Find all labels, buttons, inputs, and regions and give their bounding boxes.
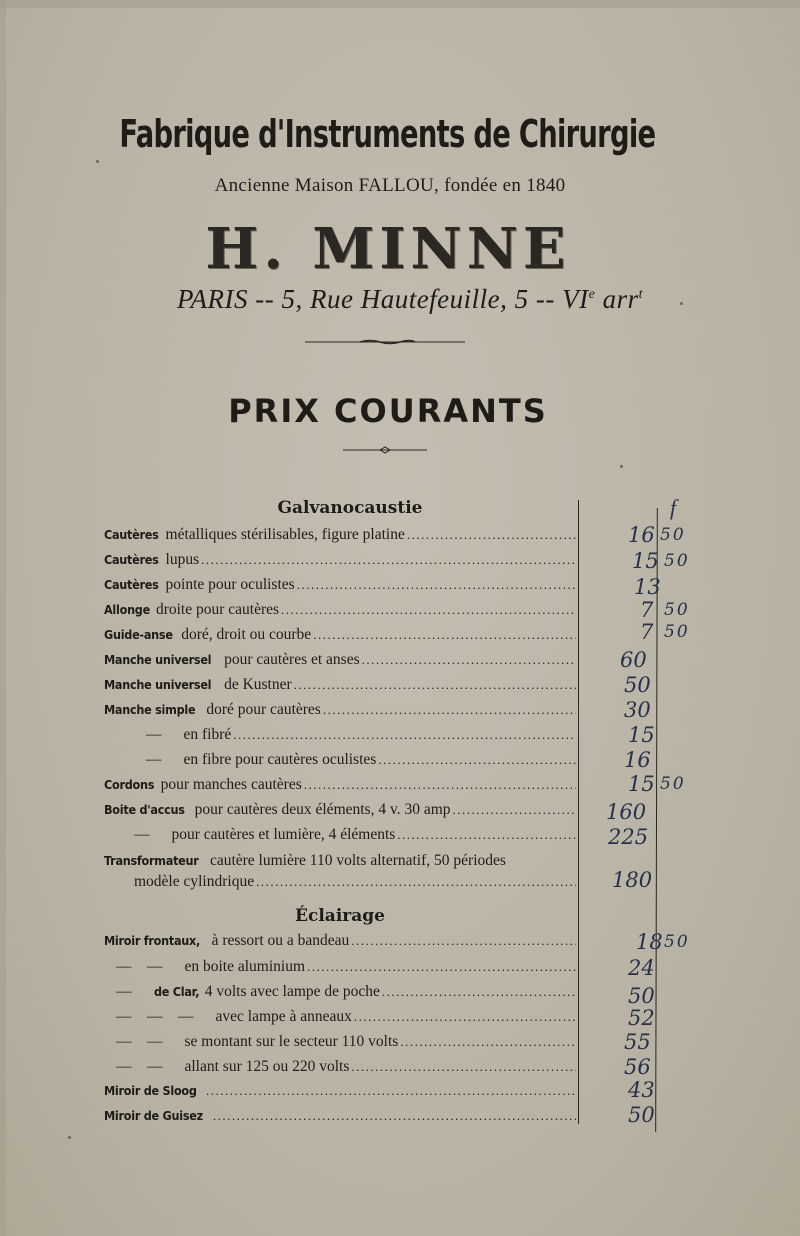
handwritten-price: 225 — [608, 825, 649, 849]
leader-dots — [323, 702, 576, 718]
leader-dots — [382, 984, 576, 1000]
item-description: doré pour cautères — [202, 701, 321, 718]
item-description: avec lampe à anneaux — [215, 1008, 352, 1025]
item-description: modèle cylindrique — [134, 873, 255, 890]
item-name-bold: Transformateur — [104, 853, 199, 868]
leader-dots — [400, 1034, 576, 1050]
handwritten-price: 15 — [632, 549, 659, 573]
item-name-bold: Manche universel — [104, 677, 212, 692]
leader-dots — [378, 752, 576, 768]
list-item — [104, 701, 576, 723]
item-description: se montant sur le secteur 110 volts — [184, 1033, 399, 1050]
item-description: droite pour cautères — [152, 601, 280, 618]
leader-dots — [453, 802, 576, 818]
ditto-mark: — — [146, 726, 162, 743]
address-arr: arr — [595, 284, 639, 314]
ditto-mark: — — [116, 983, 132, 1000]
item-description: en fibré — [183, 726, 232, 743]
item-description: métalliques stérilisables, figure platine — [161, 526, 405, 543]
handwritten-price: 60 — [620, 648, 647, 672]
handwritten-price: 160 — [606, 800, 647, 824]
list-item — [104, 1083, 576, 1105]
firm-address — [10, 284, 800, 315]
list-item — [104, 932, 576, 954]
ditto-mark: — — — — [116, 1008, 194, 1025]
small-ornament-icon — [343, 446, 427, 454]
handwritten-cents: 50 — [660, 525, 686, 545]
francs-mark: f — [670, 495, 677, 520]
handwritten-price: 18 — [636, 930, 663, 954]
item-description: en boite aluminium — [184, 958, 306, 975]
handwritten-cents: 50 — [664, 932, 690, 952]
leader-dots — [407, 527, 576, 543]
list-item — [104, 852, 576, 874]
item-description: pointe pour oculistes — [161, 576, 295, 593]
handwritten-price: 52 — [628, 1006, 655, 1030]
item-description: à ressort ou a bandeau — [207, 932, 350, 949]
leader-dots — [304, 777, 576, 793]
column-rule-right — [655, 508, 658, 1132]
list-item — [104, 676, 576, 698]
handwritten-price: 180 — [612, 868, 653, 892]
leader-dots — [281, 602, 576, 618]
handwritten-price: 55 — [624, 1030, 651, 1054]
paper-speck — [96, 160, 99, 163]
item-description: de Kustner — [220, 676, 292, 693]
paper-speck — [680, 302, 683, 305]
column-rule-left — [578, 500, 579, 1124]
list-item — [104, 776, 576, 798]
item-name-bold: Guide-anse — [104, 627, 173, 642]
leader-dots — [351, 933, 576, 949]
handwritten-price: 43 — [628, 1078, 655, 1102]
list-item — [104, 576, 576, 598]
item-description: pour cautères et anses — [220, 651, 360, 668]
list-item — [104, 1108, 576, 1130]
item-description: doré, droit ou courbe — [177, 626, 312, 643]
document-subtitle: Ancienne Maison FALLOU, fondée en 1840 — [214, 175, 566, 196]
list-item — [146, 751, 576, 773]
list-item — [116, 983, 576, 1005]
item-description: 4 volts avec lampe de poche — [200, 983, 380, 1000]
price-list-heading: PRIX COURANTS — [228, 392, 548, 430]
leader-dots — [313, 627, 576, 643]
list-item — [134, 826, 576, 848]
handwritten-price: 30 — [624, 698, 651, 722]
ornament-divider-icon — [305, 339, 465, 345]
section-title-galvanocaustie: Galvanocaustie — [277, 498, 423, 518]
list-item — [104, 626, 576, 648]
item-name-bold: Boite d'accus — [104, 802, 185, 817]
list-item — [116, 1008, 576, 1030]
handwritten-price: 50 — [628, 1103, 655, 1127]
item-name-bold: Cautères — [104, 527, 159, 542]
item-name-bold: Cordons — [104, 777, 155, 792]
list-item — [116, 1033, 576, 1055]
paper-speck — [620, 465, 623, 468]
handwritten-price: 16 — [628, 523, 655, 547]
paper-speck — [68, 1136, 71, 1139]
handwritten-cents: 50 — [664, 622, 690, 642]
ditto-mark: — — — [116, 1058, 163, 1075]
paper-edge-top — [0, 0, 800, 8]
ditto-mark: — — — [116, 958, 163, 975]
item-name-bold: Cautères — [104, 552, 159, 567]
item-description: pour cautères et lumière, 4 éléments — [171, 826, 396, 843]
address-main: PARIS -- 5, Rue Hautefeuille, 5 -- VI — [177, 284, 589, 314]
handwritten-cents: 50 — [664, 551, 690, 571]
document-title: Fabrique d'Instruments de Chirurgie — [119, 112, 656, 156]
item-name-bold: Allonge — [104, 602, 150, 617]
handwritten-price: 56 — [624, 1055, 651, 1079]
leader-dots — [307, 959, 576, 975]
ditto-mark: — — [134, 826, 150, 843]
handwritten-price: 16 — [624, 748, 651, 772]
leader-dots — [297, 577, 576, 593]
item-description: lupus — [161, 551, 200, 568]
item-name-bold: Miroir de Sloog — [104, 1083, 197, 1098]
item-name-bold: de Clar, — [153, 984, 199, 999]
ditto-mark: — — [146, 751, 162, 768]
handwritten-price: 7 — [640, 598, 654, 622]
firm-name: H. MINNE — [205, 216, 571, 282]
address-sup-t: t — [638, 287, 643, 302]
leader-dots — [362, 652, 576, 668]
leader-dots — [256, 874, 576, 890]
handwritten-cents: 50 — [660, 774, 686, 794]
list-item — [134, 873, 576, 895]
item-name-bold: Miroir frontaux, — [104, 933, 201, 948]
list-item — [116, 1058, 576, 1080]
item-description: allant sur 125 ou 220 volts — [184, 1058, 350, 1075]
item-description: cautère lumière 110 volts alternatif, 50 périodes — [206, 852, 506, 869]
leader-dots — [354, 1009, 576, 1025]
item-name-bold: Cautères — [104, 577, 159, 592]
list-item — [104, 526, 576, 548]
list-item — [116, 958, 576, 980]
list-item — [104, 601, 576, 623]
ditto-mark: — — — [116, 1033, 163, 1050]
leader-dots — [233, 727, 576, 743]
leader-dots — [206, 1083, 576, 1099]
handwritten-price: 15 — [628, 723, 655, 747]
handwritten-price: 15 — [628, 772, 655, 796]
item-description: pour cautères deux éléments, 4 v. 30 amp — [190, 801, 451, 818]
item-description: pour manches cautères — [156, 776, 302, 793]
leader-dots — [201, 552, 576, 568]
list-item — [104, 801, 576, 823]
handwritten-price: 13 — [634, 575, 661, 599]
section-title-eclairage: Éclairage — [295, 906, 385, 926]
item-name-bold: Miroir de Guisez — [104, 1108, 203, 1123]
item-name-bold: Manche universel — [104, 652, 212, 667]
leader-dots — [351, 1059, 576, 1075]
leader-dots — [213, 1108, 576, 1124]
handwritten-price: 7 — [640, 620, 654, 644]
list-item — [104, 651, 576, 673]
item-description: en fibre pour cautères oculistes — [183, 751, 377, 768]
address-sup-e: e — [588, 287, 596, 302]
list-item — [104, 551, 576, 573]
handwritten-price: 50 — [624, 673, 651, 697]
leader-dots — [397, 827, 576, 843]
leader-dots — [294, 677, 576, 693]
handwritten-price: 24 — [628, 956, 655, 980]
handwritten-price: 50 — [628, 984, 655, 1008]
list-item — [146, 726, 576, 748]
item-name-bold: Manche simple — [104, 702, 196, 717]
handwritten-cents: 50 — [664, 600, 690, 620]
